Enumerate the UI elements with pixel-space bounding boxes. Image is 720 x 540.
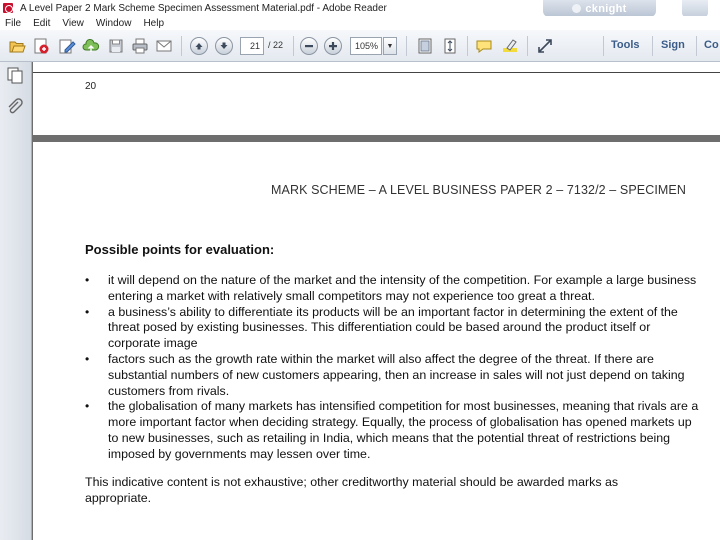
create-pdf-icon[interactable] — [32, 37, 50, 55]
menu-file[interactable]: File — [5, 17, 22, 29]
list-item: • a business’s ability to differentiate its products will be an important factor in determining the extent of the threat posed by existing businesses. This differentiation could be based around the product itself or corporate image — [85, 305, 705, 352]
open-file-icon[interactable] — [8, 37, 26, 55]
toolbar-separator — [652, 36, 653, 56]
toolbar-separator — [527, 36, 528, 56]
document-header: MARK SCHEME – A LEVEL BUSINESS PAPER 2 – 7132/2 – SPECIMEN — [271, 183, 686, 197]
comment-pane-button[interactable]: Co — [704, 39, 719, 51]
tools-pane-button[interactable]: Tools — [611, 39, 640, 51]
list-item: • factors such as the growth rate within the market will also affect the degree of the threat. If there are substantial numbers of new customers appearing, then an increase in sales will not just depend on taking customers from rivals. — [85, 352, 705, 399]
pdf-page-current — [33, 142, 720, 540]
toolbar-separator — [603, 36, 604, 56]
save-icon[interactable] — [107, 37, 125, 55]
scroll-mode-icon[interactable] — [441, 37, 459, 55]
zoom-out-icon[interactable] — [300, 37, 318, 55]
toolbar-separator — [293, 36, 294, 56]
menu-edit[interactable]: Edit — [33, 17, 51, 29]
comment-icon[interactable] — [475, 37, 493, 55]
document-viewport[interactable] — [33, 62, 720, 540]
zoom-level-input[interactable]: 105% — [350, 37, 382, 55]
adobe-reader-icon — [2, 2, 14, 14]
list-item: • it will depend on the nature of the market and the intensity of the competition. For example a large business entering a market with relatively small competitors may not experience too great a threat. — [85, 273, 705, 305]
print-icon[interactable] — [131, 37, 149, 55]
section-heading: Possible points for evaluation: — [85, 242, 275, 257]
edit-pdf-icon[interactable] — [58, 37, 76, 55]
toolbar-separator — [181, 36, 182, 56]
window-title: A Level Paper 2 Mark Scheme Specimen Assessment Material.pdf - Adobe Reader — [20, 2, 387, 14]
evaluation-points-list — [85, 273, 705, 463]
previous-page-icon[interactable] — [190, 37, 208, 55]
user-name: cknight — [585, 2, 627, 15]
minimize-button[interactable] — [682, 0, 708, 17]
menu-window[interactable]: Window — [95, 17, 132, 29]
title-bar — [0, 0, 720, 16]
fit-page-icon[interactable] — [416, 37, 434, 55]
pdf-page-previous — [33, 62, 720, 135]
list-item: • the globalisation of many markets has intensified competition for most businesses, meaning that rivals are a more important factor when deciding strategy. Equally, the process of globalisation has opened markets up to new businesses, such as retailing in India, which means that the potential threat of restrictions being imposed by governments may lessen over time. — [85, 399, 705, 462]
menu-view[interactable]: View — [62, 17, 84, 29]
closing-paragraph: This indicative content is not exhaustive; other creditworthy material should be awarded marks as appropriate. — [85, 475, 619, 505]
zoom-in-icon[interactable] — [324, 37, 342, 55]
page-rule — [33, 72, 720, 73]
page-number-label: 20 — [85, 81, 97, 92]
toolbar-separator — [406, 36, 407, 56]
fullscreen-icon[interactable] — [536, 37, 554, 55]
user-avatar-icon — [572, 4, 581, 13]
next-page-icon[interactable] — [215, 37, 233, 55]
page-total: / 22 — [268, 40, 284, 50]
user-account-button[interactable] — [543, 0, 656, 17]
email-icon[interactable] — [155, 37, 173, 55]
cloud-upload-icon[interactable] — [82, 37, 100, 55]
sign-pane-button[interactable]: Sign — [661, 39, 685, 51]
page-number-input[interactable]: 21 — [240, 37, 264, 55]
toolbar — [0, 30, 720, 62]
toolbar-separator — [467, 36, 468, 56]
attachments-icon[interactable] — [6, 98, 24, 116]
page-thumbnails-icon[interactable] — [6, 66, 24, 84]
highlight-icon[interactable] — [501, 37, 519, 55]
navigation-pane — [0, 62, 32, 540]
menu-help[interactable]: Help — [143, 17, 165, 29]
toolbar-separator — [696, 36, 697, 56]
zoom-dropdown-button[interactable]: ▼ — [383, 37, 397, 55]
menu-bar — [0, 16, 720, 30]
